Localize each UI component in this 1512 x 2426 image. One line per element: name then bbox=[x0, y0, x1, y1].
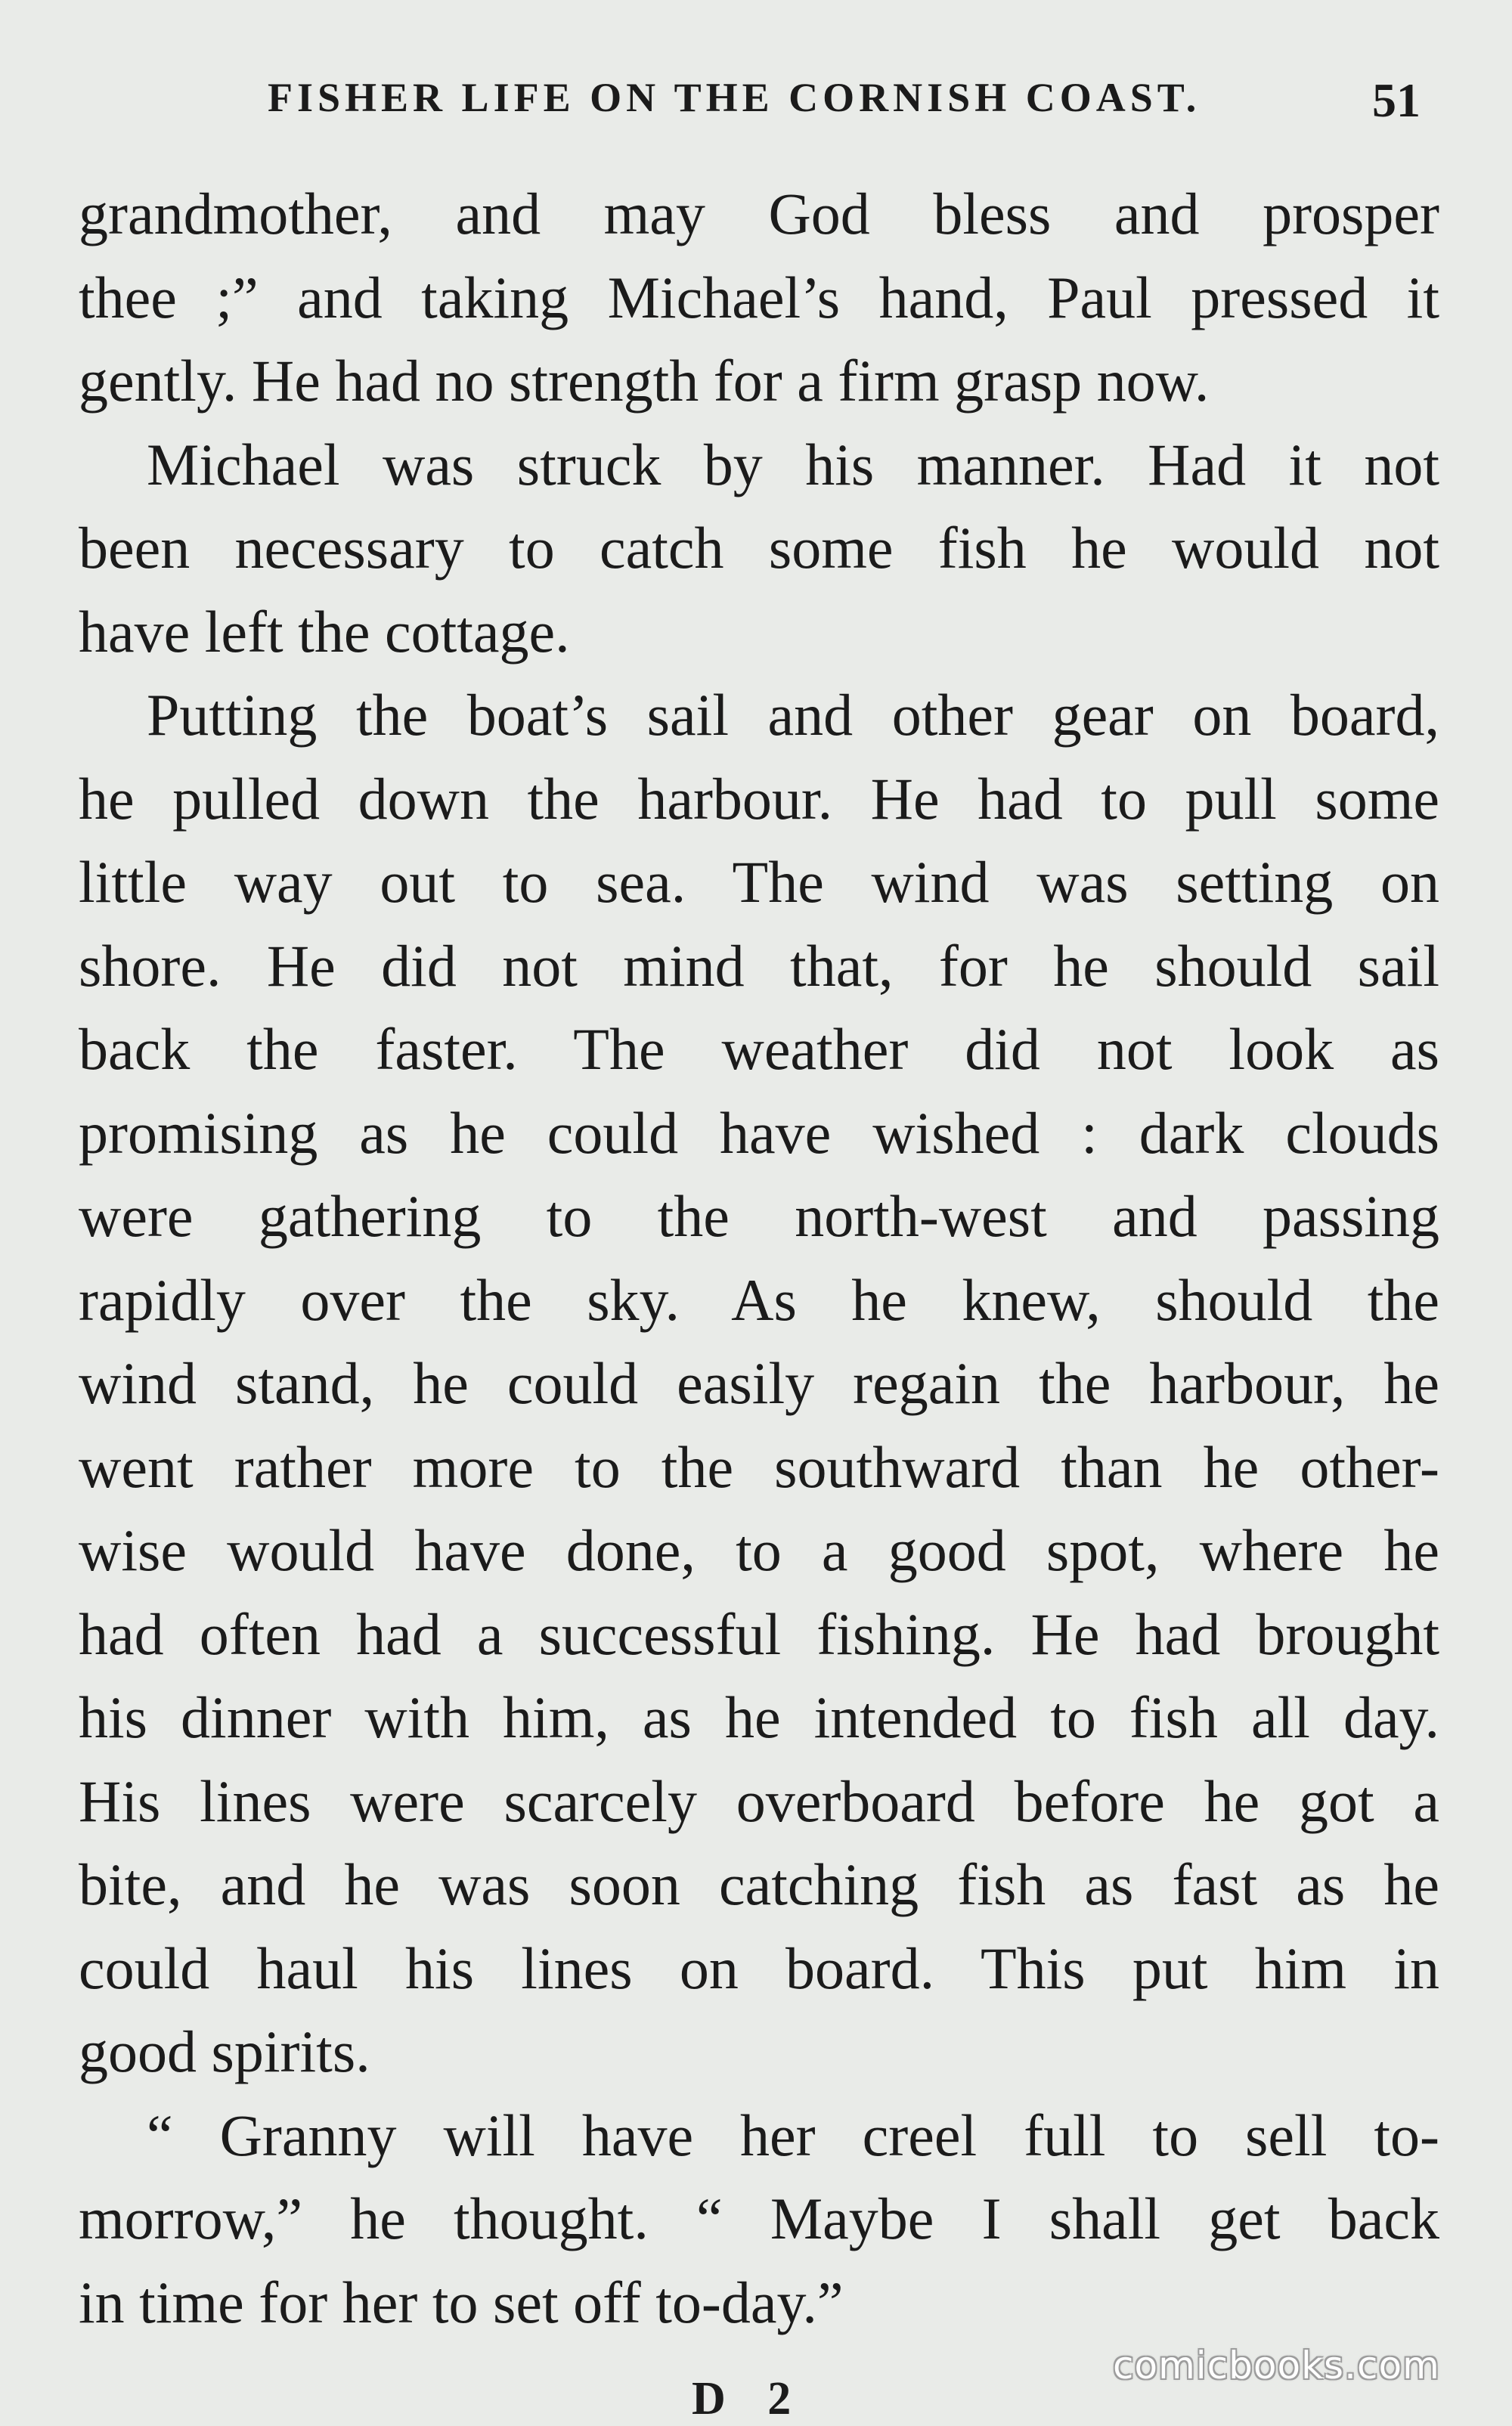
text-line: in time for her to set off to-day.” bbox=[79, 2269, 844, 2335]
text-line: went rather more to the southward than he other- bbox=[79, 1433, 1439, 1500]
text-line: have left the cottage. bbox=[79, 598, 570, 665]
text-line: Michael was struck by his manner. Had it not bbox=[147, 431, 1439, 497]
watermark: comicbooks.com bbox=[1113, 2344, 1440, 2387]
text-line: had often had a successful fishing. He had brought bbox=[79, 1600, 1439, 1667]
text-line: bite, and he was soon catching fish as fast as he bbox=[79, 1851, 1439, 1917]
signature-mark: D 2 bbox=[692, 2373, 807, 2424]
text-line: wise would have done, to a good spot, where he bbox=[79, 1517, 1439, 1583]
text-line: rapidly over the sky. As he knew, should the bbox=[79, 1266, 1439, 1333]
text-line: “ Granny will have her creel full to sell to- bbox=[147, 2102, 1439, 2168]
text-line: promising as he could have wished : dark clouds bbox=[79, 1099, 1439, 1166]
text-line: morrow,” he thought. “ Maybe I shall get back bbox=[79, 2186, 1439, 2251]
text-line: he pulled down the harbour. He had to pull some bbox=[79, 765, 1439, 832]
text-line: shore. He did not mind that, for he should sail bbox=[79, 932, 1439, 999]
running-title: FISHER LIFE ON THE CORNISH COAST. bbox=[268, 75, 1201, 120]
text-line: wind stand, he could easily regain the harbour, he bbox=[79, 1350, 1439, 1416]
text-line: been necessary to catch some fish he would not bbox=[79, 515, 1439, 581]
body-text bbox=[79, 172, 1439, 2344]
text-line: little way out to sea. The wind was setting on bbox=[79, 849, 1439, 915]
text-line: could haul his lines on board. This put him in bbox=[79, 1935, 1439, 2001]
text-line: His lines were scarcely overboard before he got a bbox=[79, 1768, 1439, 1834]
text-line: grandmother, and may God bless and prosper bbox=[79, 181, 1439, 246]
text-line: Putting the boat’s sail and other gear on board, bbox=[147, 682, 1439, 748]
text-line: his dinner with him, as he intended to fish all day. bbox=[79, 1684, 1439, 1750]
page-number: 51 bbox=[1372, 73, 1421, 127]
text-line: thee ;” and taking Michael’s hand, Paul pressed it bbox=[79, 264, 1439, 330]
text-line: were gathering to the north-west and passing bbox=[79, 1183, 1439, 1249]
text-line: gently. He had no strength for a firm grasp now. bbox=[79, 348, 1210, 414]
text-line: good spirits. bbox=[79, 2019, 370, 2084]
text-line: back the faster. The weather did not look as bbox=[79, 1016, 1439, 1082]
